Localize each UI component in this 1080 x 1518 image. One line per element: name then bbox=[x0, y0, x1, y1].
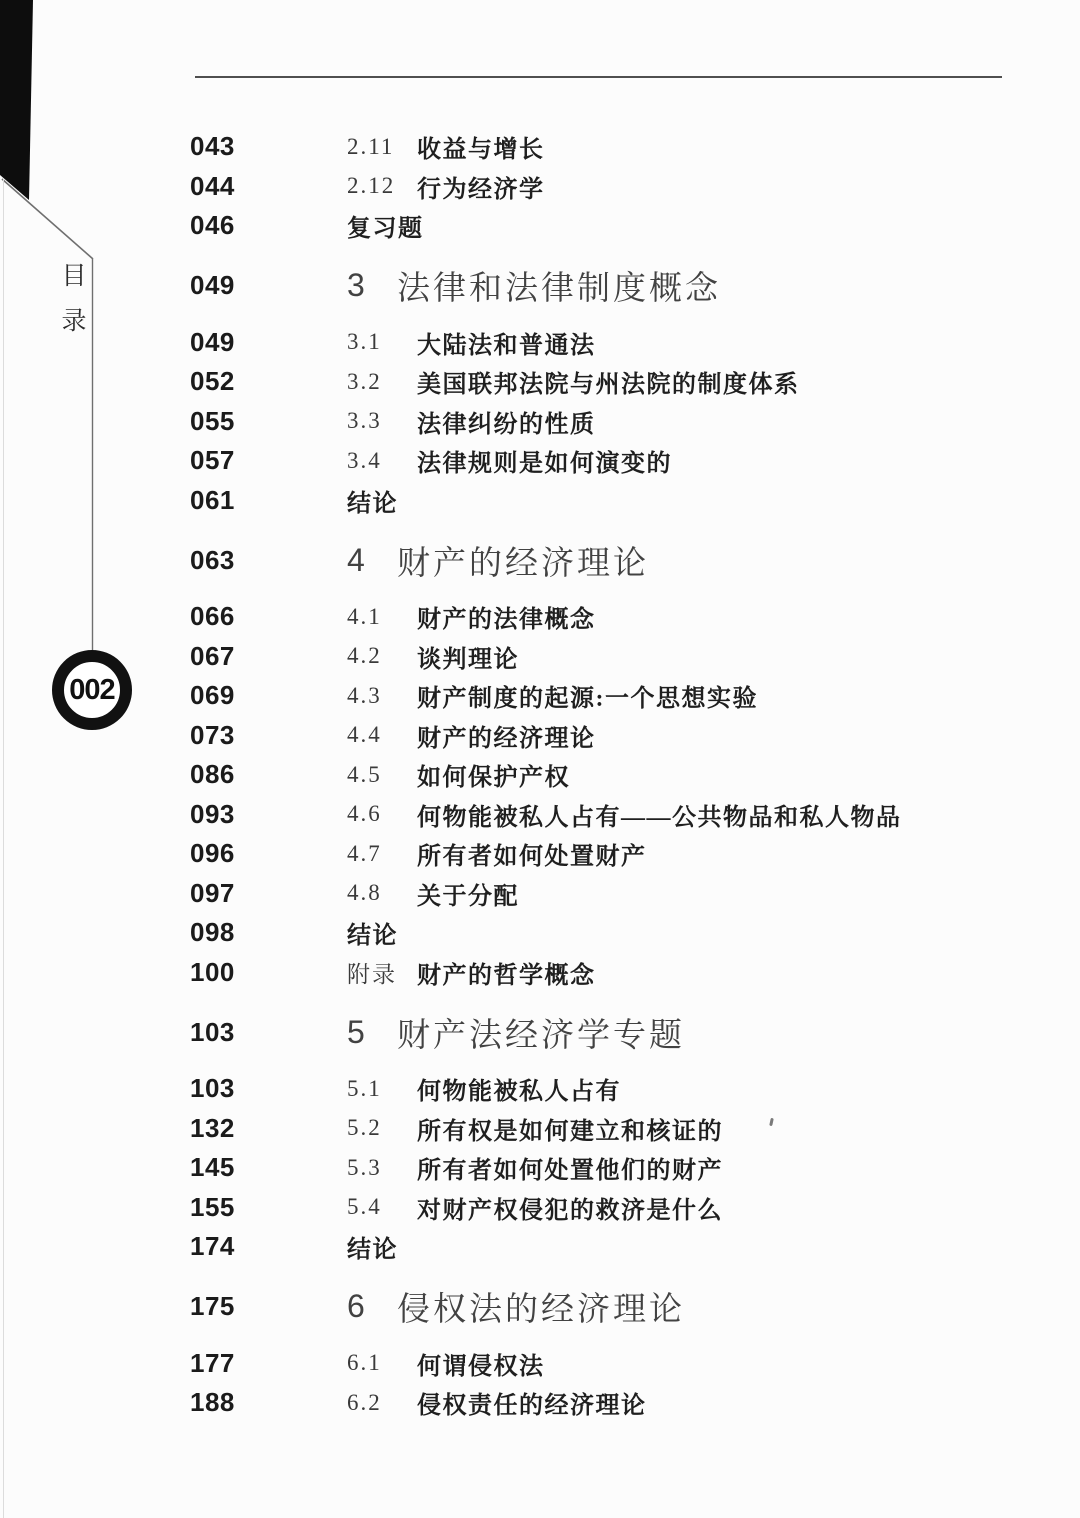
toc-row bbox=[190, 874, 1050, 914]
page-number: 093 bbox=[190, 798, 235, 829]
toc-row bbox=[190, 834, 1050, 874]
toc-row bbox=[190, 795, 1050, 835]
toc-row bbox=[190, 481, 1050, 521]
diagonal-line bbox=[2, 179, 93, 259]
page-number: 049 bbox=[190, 270, 235, 300]
page-number: 086 bbox=[190, 759, 235, 790]
section-title: 财产的法律概念 bbox=[417, 607, 596, 634]
toc-row bbox=[190, 1227, 1050, 1267]
section-number: 附录 bbox=[347, 961, 397, 987]
page-number: 175 bbox=[190, 1291, 235, 1321]
section-number: 2.11 bbox=[347, 133, 395, 159]
page-number: 097 bbox=[190, 877, 235, 908]
page-number: 046 bbox=[190, 210, 235, 241]
page-number: 057 bbox=[190, 445, 235, 476]
toc-row bbox=[190, 953, 1050, 993]
section-number: 5.3 bbox=[347, 1154, 382, 1180]
page-number: 103 bbox=[190, 1073, 235, 1104]
section-title: 法律和法律制度概念 bbox=[397, 269, 721, 306]
section-title: 法律规则是如何演变的 bbox=[417, 451, 672, 478]
section-title: 谈判理论 bbox=[417, 646, 519, 673]
section-title: 财产的哲学概念 bbox=[417, 962, 596, 989]
section-number: 6.1 bbox=[347, 1350, 382, 1376]
section-number: 6.2 bbox=[347, 1389, 382, 1415]
section-title: 何物能被私人占有——公共物品和私人物品 bbox=[417, 804, 902, 831]
section-title: 收益与增长 bbox=[417, 137, 545, 164]
section-number: 4.4 bbox=[347, 722, 382, 748]
section-title: 侵权法的经济理论 bbox=[397, 1290, 685, 1327]
section-number: 4.1 bbox=[347, 603, 382, 629]
toc-row bbox=[190, 167, 1050, 207]
toc-row bbox=[190, 362, 1050, 402]
section-title: 美国联邦法院与州法院的制度体系 bbox=[417, 372, 800, 399]
page-number: 055 bbox=[190, 405, 235, 436]
section-number: 3.2 bbox=[347, 368, 382, 394]
toc-row bbox=[190, 1188, 1050, 1228]
page-number: 177 bbox=[190, 1347, 235, 1378]
section-number: 2.12 bbox=[347, 173, 396, 199]
toc-row bbox=[190, 257, 1050, 315]
section-title: 财产制度的起源:一个思想实验 bbox=[417, 686, 758, 713]
section-title: 对财产权侵犯的救济是什么 bbox=[417, 1197, 723, 1224]
top-rule bbox=[195, 76, 1002, 78]
page-number: 174 bbox=[190, 1231, 235, 1262]
page-number: 155 bbox=[190, 1191, 235, 1222]
page-number: 073 bbox=[190, 719, 235, 750]
section-title: 何谓侵权法 bbox=[417, 1353, 545, 1380]
page-number: 067 bbox=[190, 640, 235, 671]
section-title: 复习题 bbox=[347, 216, 424, 243]
section-number: 4 bbox=[347, 541, 365, 578]
section-number: 4.3 bbox=[347, 682, 382, 708]
page-number: 052 bbox=[190, 366, 235, 397]
toc-row bbox=[190, 637, 1050, 677]
page-edge-line bbox=[3, 178, 4, 1518]
toc-row bbox=[190, 755, 1050, 795]
toc-row bbox=[190, 531, 1050, 589]
page-number: 069 bbox=[190, 680, 235, 711]
toc-row bbox=[190, 1003, 1050, 1061]
toc-row bbox=[190, 1148, 1050, 1188]
section-number: 3.1 bbox=[347, 329, 382, 355]
section-number: 4.6 bbox=[347, 801, 382, 827]
page-number: 063 bbox=[190, 544, 235, 575]
section-title: 行为经济学 bbox=[417, 176, 545, 203]
sidebar-label-char-2: 录 bbox=[61, 308, 87, 335]
page-number: 043 bbox=[190, 131, 235, 162]
section-title: 侵权责任的经济理论 bbox=[417, 1393, 647, 1420]
section-title: 关于分配 bbox=[417, 883, 519, 910]
toc-row bbox=[190, 1278, 1050, 1336]
toc-row bbox=[190, 1069, 1050, 1109]
section-number: 4.2 bbox=[347, 643, 382, 669]
section-number: 3.4 bbox=[347, 447, 382, 473]
page-number: 103 bbox=[190, 1016, 235, 1047]
section-number: 5.2 bbox=[347, 1115, 382, 1141]
toc-row bbox=[190, 1383, 1050, 1423]
folio-number: 002 bbox=[69, 673, 115, 706]
toc-row bbox=[190, 206, 1050, 246]
section-number: 5 bbox=[347, 1013, 365, 1050]
section-title: 结论 bbox=[347, 923, 398, 950]
section-title: 财产的经济理论 bbox=[397, 543, 649, 581]
page-number: 100 bbox=[190, 956, 235, 987]
toc-row bbox=[190, 597, 1050, 637]
section-title: 如何保护产权 bbox=[417, 765, 570, 792]
page-number: 066 bbox=[190, 601, 235, 632]
section-number: 5.1 bbox=[347, 1075, 382, 1101]
section-title: 财产法经济学专题 bbox=[397, 1015, 685, 1053]
section-title: 所有者如何处置他们的财产 bbox=[417, 1158, 723, 1185]
section-title: 所有者如何处置财产 bbox=[417, 844, 647, 871]
section-number: 4.5 bbox=[347, 761, 382, 787]
section-number: 3.3 bbox=[347, 408, 382, 434]
section-title: 结论 bbox=[347, 490, 398, 517]
folio-badge bbox=[52, 650, 132, 730]
section-number: 5.4 bbox=[347, 1194, 382, 1220]
section-number: 3 bbox=[347, 267, 365, 303]
toc-row bbox=[190, 716, 1050, 756]
page-number: 044 bbox=[190, 170, 235, 201]
toc-row bbox=[190, 323, 1050, 363]
section-number: 4.7 bbox=[347, 840, 382, 866]
toc-row bbox=[190, 127, 1050, 167]
toc-row bbox=[190, 402, 1050, 442]
page-number: 132 bbox=[190, 1112, 235, 1143]
toc-row bbox=[190, 1344, 1050, 1384]
toc-row bbox=[190, 676, 1050, 716]
toc-list bbox=[190, 127, 1050, 1423]
page-number: 098 bbox=[190, 917, 235, 948]
section-title: 法律纠纷的性质 bbox=[417, 411, 596, 438]
black-corner-triangle bbox=[0, 0, 33, 200]
page-number: 049 bbox=[190, 326, 235, 357]
page-number: 096 bbox=[190, 838, 235, 869]
section-title: 何物能被私人占有 bbox=[417, 1079, 621, 1106]
section-number: 6 bbox=[347, 1288, 365, 1324]
toc-row bbox=[190, 1109, 1050, 1149]
page-number: 061 bbox=[190, 484, 235, 515]
section-title: 所有权是如何建立和核证的 bbox=[417, 1118, 723, 1145]
section-title: 大陆法和普通法 bbox=[417, 332, 596, 359]
toc-row bbox=[190, 441, 1050, 481]
toc-row bbox=[190, 913, 1050, 953]
page-number: 145 bbox=[190, 1152, 235, 1183]
page-number: 188 bbox=[190, 1387, 235, 1418]
section-title: 结论 bbox=[347, 1237, 398, 1264]
section-title: 财产的经济理论 bbox=[417, 725, 596, 752]
section-number: 4.8 bbox=[347, 880, 382, 906]
sidebar-label-char-1: 目 bbox=[61, 263, 87, 290]
